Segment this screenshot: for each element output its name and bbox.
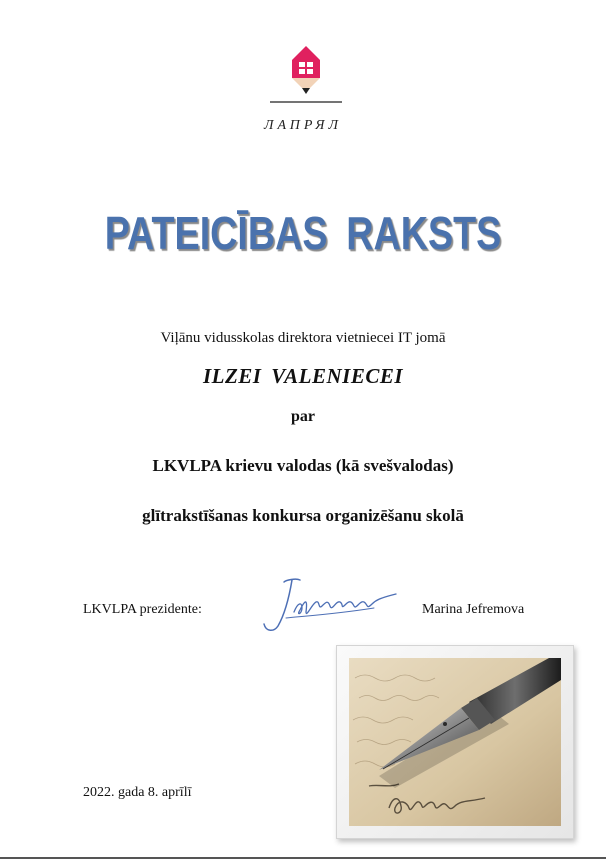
- logo-text: ЛАПРЯЛ: [264, 118, 342, 133]
- reason-line-1: LKVLPA krievu valodas (kā svešvalodas): [152, 456, 454, 475]
- recipient-role: Viļānu vidusskolas direktora vietniecei IT jomā: [160, 330, 446, 346]
- signatory-name: Marina Jefremova: [422, 602, 525, 617]
- recipient-name: ILZEI VALENIECEI: [202, 364, 404, 388]
- pencil-house-logo-icon: [270, 44, 342, 108]
- reason-line-2: glītrakstīšanas konkursa organizēšanu skolā: [142, 506, 464, 525]
- issue-date: 2022. gada 8. aprīlī: [83, 785, 192, 800]
- fountain-pen-photo: [349, 658, 561, 826]
- handwritten-signature: [256, 572, 404, 642]
- for-word: par: [291, 408, 315, 425]
- signature-label: LKVLPA prezidente:: [83, 602, 202, 617]
- decorative-photo-frame: [336, 645, 574, 839]
- bottom-divider: [0, 857, 606, 859]
- certificate-title: PATEICĪBAS RAKSTS: [104, 207, 502, 259]
